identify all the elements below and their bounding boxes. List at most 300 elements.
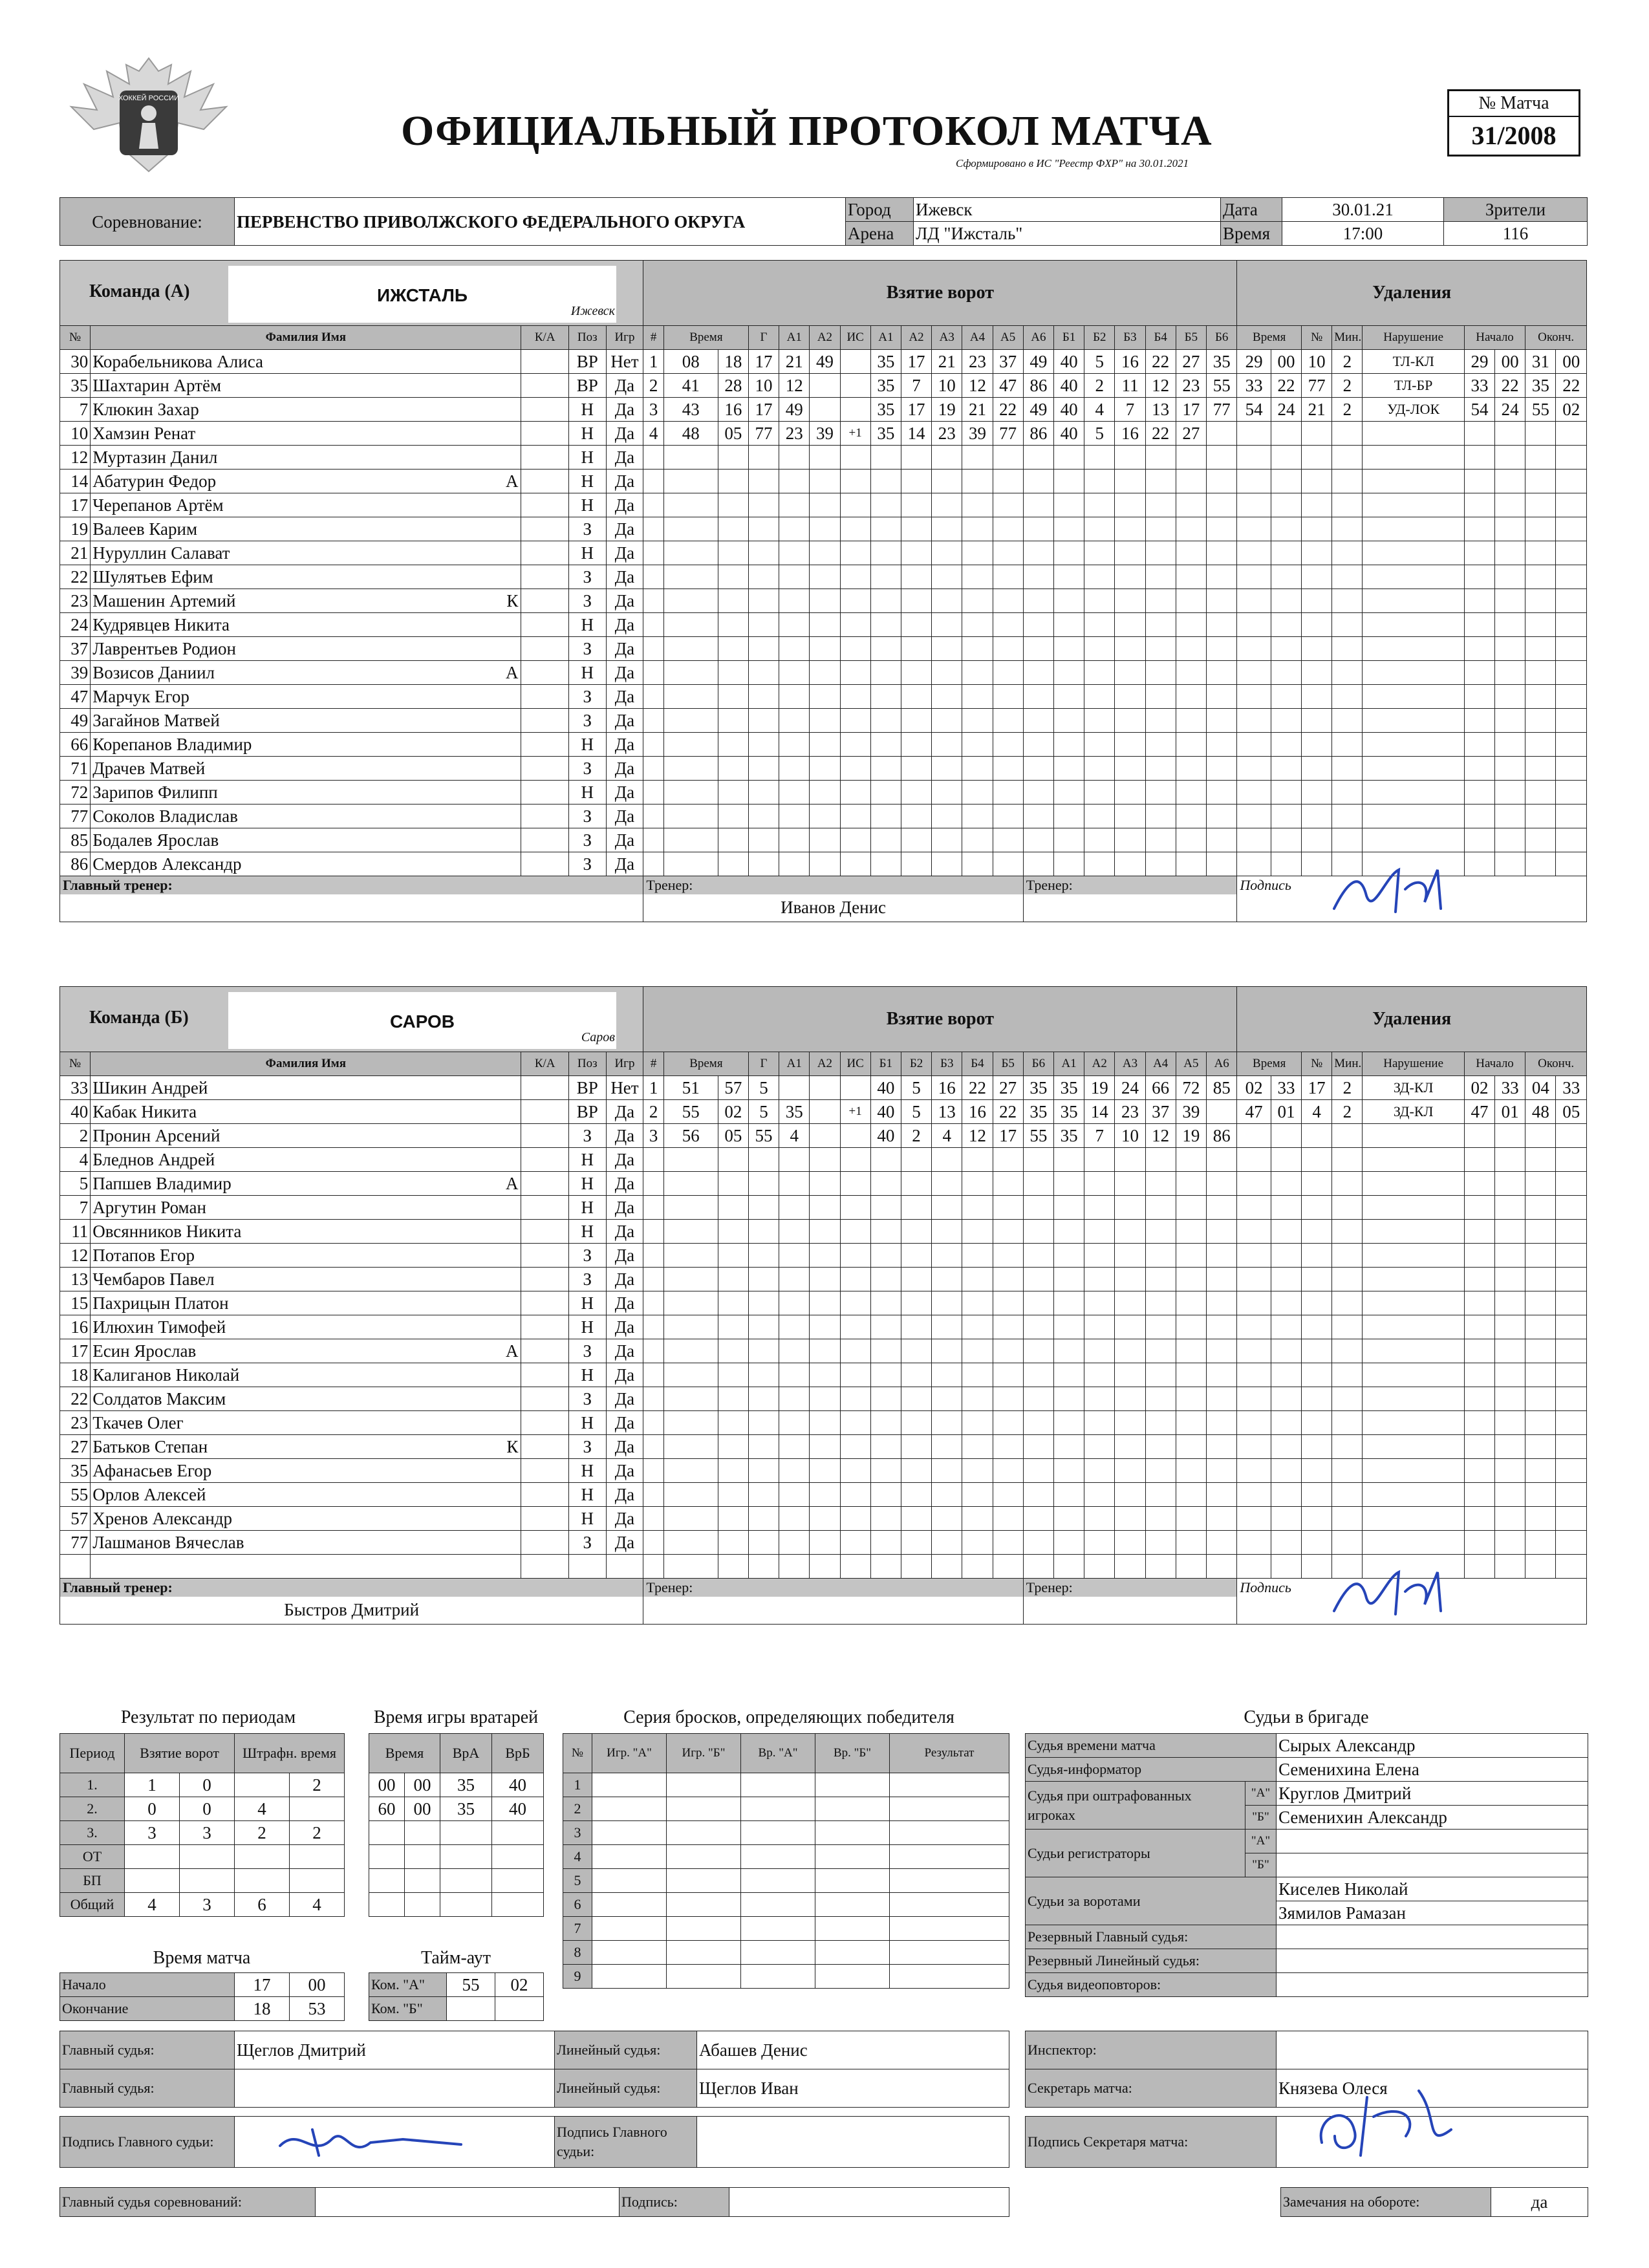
- goal-on-ice-opponent: [1084, 1387, 1115, 1411]
- goal-on-ice-opponent: [1145, 733, 1176, 757]
- penalty-minute: [1237, 470, 1271, 493]
- player-name-cell: [91, 828, 521, 852]
- goal-scorer: [748, 709, 779, 733]
- goal-second: [718, 1483, 748, 1507]
- team-signature-cell: [1237, 876, 1587, 922]
- goal-on-ice-opponent: [1176, 613, 1206, 637]
- goalie-time-row: [369, 1845, 544, 1869]
- player-number: 57: [60, 1507, 91, 1531]
- goalie-change-minute: [369, 1893, 405, 1917]
- goal-on-ice-opponent: [1206, 1459, 1236, 1483]
- penalty-end-second: [1556, 1268, 1587, 1291]
- goal-on-ice-own: [962, 805, 993, 828]
- player-number: 24: [60, 613, 91, 637]
- timeout-a-minute: 55: [447, 1973, 495, 1997]
- penalty-second: [1271, 757, 1301, 781]
- goal-on-ice-own: [962, 852, 993, 876]
- referees-table: [1025, 1733, 1588, 1997]
- goal-number: [643, 493, 663, 517]
- shootout-row: [563, 1965, 1009, 1989]
- coach-2-label: Тренер:: [1024, 876, 1237, 894]
- head-coach-name: Быстров Дмитрий: [284, 1600, 420, 1619]
- goal-number: [643, 1268, 663, 1291]
- goal-on-ice-own: [901, 637, 931, 661]
- player-number: 72: [60, 781, 91, 805]
- penalty-player-number: [1302, 1483, 1332, 1507]
- player-captain-mark: А: [505, 663, 519, 682]
- penalty-end-second: [1556, 541, 1587, 565]
- goal-on-ice-own: [993, 1531, 1023, 1555]
- header-on-ice-Б3: Б3: [932, 1052, 962, 1076]
- city-label: Город: [846, 198, 914, 222]
- goal-on-ice-opponent: [1176, 1435, 1206, 1459]
- player-ka: [521, 517, 568, 541]
- player-ka: [521, 493, 568, 517]
- penalty-start-second: [1495, 637, 1525, 661]
- goal-on-ice-own: [1023, 685, 1053, 709]
- main-referee-2: [235, 2069, 555, 2108]
- goal-on-ice-own: [1023, 1315, 1053, 1339]
- goal-on-ice-own: [1023, 1291, 1053, 1315]
- goal-on-ice-opponent: [1115, 1291, 1145, 1315]
- goal-situation: [840, 1196, 870, 1220]
- player-number: 37: [60, 637, 91, 661]
- penalty-end-second: [1556, 1555, 1587, 1579]
- goal-on-ice-opponent: [1206, 1339, 1236, 1363]
- goal-on-ice-opponent: [1084, 1555, 1115, 1579]
- header-ka: К/А: [521, 326, 568, 350]
- penalty-player-number: [1302, 709, 1332, 733]
- goal-on-ice-opponent: [1206, 422, 1236, 446]
- period-pim-b: 2: [290, 1773, 345, 1797]
- goalie-change-minute: [369, 1845, 405, 1869]
- goal-minute: [663, 733, 718, 757]
- header-on-ice-А1: А1: [870, 326, 901, 350]
- penalty-infraction: [1363, 685, 1464, 709]
- penalty-player-number: [1302, 589, 1332, 613]
- goal-minute: [663, 470, 718, 493]
- penalty-end-second: [1556, 1459, 1587, 1483]
- goal-on-ice-own: [962, 613, 993, 637]
- penalty-start-second: [1495, 1339, 1525, 1363]
- penalty-second: [1271, 1555, 1301, 1579]
- goal-situation: [840, 781, 870, 805]
- goal-situation: [840, 517, 870, 541]
- goal-assist-1: [779, 709, 810, 733]
- goal-situation: [840, 1555, 870, 1579]
- goal-situation: [840, 398, 870, 422]
- goal-on-ice-own: [1023, 852, 1053, 876]
- goal-on-ice-opponent: [1206, 709, 1236, 733]
- penalty-start-minute: [1464, 1555, 1494, 1579]
- penalty-end-second: [1556, 470, 1587, 493]
- penalty-second: [1271, 1220, 1301, 1244]
- goal-scorer: [748, 805, 779, 828]
- goal-on-ice-own: [932, 446, 962, 470]
- penalty-end-second: [1556, 1339, 1587, 1363]
- player-ka: [521, 1555, 568, 1579]
- goal-on-ice-opponent: [1084, 589, 1115, 613]
- player-ka: [521, 1291, 568, 1315]
- goal-minute: [663, 517, 718, 541]
- goal-situation: [840, 1363, 870, 1387]
- penalty-end-minute: [1525, 1291, 1556, 1315]
- penalty-player-number: [1302, 493, 1332, 517]
- periods-header-goals: Взятие ворот: [125, 1734, 235, 1773]
- periods-header-pim: Штрафн. время: [235, 1734, 345, 1773]
- goal-on-ice-own: [1023, 828, 1053, 852]
- player-name: Валеев Карим: [92, 519, 198, 539]
- goal-on-ice-own: [962, 493, 993, 517]
- penalty-start-second: [1495, 1196, 1525, 1220]
- goal-assist-1: [779, 1459, 810, 1483]
- goal-on-ice-opponent: [1206, 1507, 1236, 1531]
- goal-on-ice-own: [870, 493, 901, 517]
- goal-on-ice-opponent: [1053, 1459, 1084, 1483]
- penalty-player-number: 10: [1302, 350, 1332, 374]
- shootout-header: Вр. "А": [741, 1734, 815, 1773]
- timeout-a-label: Ком. "А": [369, 1973, 447, 1997]
- player-name: Пронин Арсений: [92, 1126, 221, 1145]
- penalty-end-minute: [1525, 470, 1556, 493]
- goal-assist-2: [810, 1196, 840, 1220]
- player-name-cell: [91, 1148, 521, 1172]
- goal-on-ice-own: [993, 446, 1023, 470]
- goal-on-ice-opponent: [1053, 1148, 1084, 1172]
- player-name-cell: [91, 1339, 521, 1363]
- penalty-minutes: [1332, 1291, 1363, 1315]
- player-number: 77: [60, 1531, 91, 1555]
- shootout-cell: [815, 1845, 890, 1869]
- goal-on-ice-opponent: [1176, 1268, 1206, 1291]
- shootout-round-number: 9: [563, 1965, 592, 1989]
- penalty-minute: [1237, 1411, 1271, 1435]
- team-label: Команда (А): [89, 281, 190, 301]
- goal-on-ice-opponent: [1206, 1411, 1236, 1435]
- penalty-second: [1271, 1339, 1301, 1363]
- goal-on-ice-own: 49: [1023, 398, 1053, 422]
- periods-title: Результат по периодам: [120, 1707, 296, 1727]
- player-played: Да: [606, 781, 643, 805]
- goal-on-ice-opponent: [1145, 852, 1176, 876]
- penalty-infraction: [1363, 757, 1464, 781]
- penalty-end-second: [1556, 805, 1587, 828]
- goal-on-ice-opponent: [1115, 1220, 1145, 1244]
- penalty-start-second: [1495, 517, 1525, 541]
- goal-assist-2: [810, 565, 840, 589]
- goal-on-ice-opponent: [1206, 1435, 1236, 1459]
- goal-assist-2: [810, 828, 840, 852]
- goal-assist-1: [779, 565, 810, 589]
- penalty-start-second: 33: [1495, 1076, 1525, 1100]
- goal-on-ice-own: 39: [962, 422, 993, 446]
- goalie-time-row: [369, 1869, 544, 1893]
- goal-on-ice-opponent: [1206, 1100, 1236, 1124]
- player-number: 10: [60, 422, 91, 446]
- header-no: №: [60, 326, 91, 350]
- goal-on-ice-own: [901, 1411, 931, 1435]
- penalty-start-second: [1495, 446, 1525, 470]
- penalty-end-second: 00: [1556, 350, 1587, 374]
- penalty-end-second: [1556, 637, 1587, 661]
- player-number: 7: [60, 398, 91, 422]
- goal-on-ice-own: 40: [870, 1076, 901, 1100]
- player-number: 22: [60, 565, 91, 589]
- goal-on-ice-opponent: [1115, 589, 1145, 613]
- main-referee-signature-label-2: Подпись Главного судьи:: [555, 2117, 697, 2168]
- goal-situation: [840, 374, 870, 398]
- goal-on-ice-own: [962, 1435, 993, 1459]
- goal-on-ice-opponent: 40: [1053, 350, 1084, 374]
- player-ka: [521, 1315, 568, 1339]
- player-name: Загайнов Матвей: [92, 711, 220, 730]
- player-played: [606, 1555, 643, 1579]
- penalty-end-minute: [1525, 781, 1556, 805]
- player-played: Да: [606, 1411, 643, 1435]
- penalty-start-second: [1495, 541, 1525, 565]
- player-played: Нет: [606, 1076, 643, 1100]
- goal-on-ice-own: [901, 613, 931, 637]
- goal-on-ice-own: [962, 589, 993, 613]
- player-number: 5: [60, 1172, 91, 1196]
- goal-assist-1: [779, 1435, 810, 1459]
- penalty-start-minute: 54: [1464, 398, 1494, 422]
- penalty-start-second: [1495, 661, 1525, 685]
- goalie-a-number: 35: [440, 1797, 492, 1821]
- arena-value: ЛД "Ижсталь": [914, 222, 1221, 246]
- player-played: Да: [606, 757, 643, 781]
- player-position: Н: [568, 661, 606, 685]
- penalty-infraction: [1363, 1363, 1464, 1387]
- penalty-minutes: [1332, 1411, 1363, 1435]
- goal-on-ice-own: [932, 709, 962, 733]
- period-label: БП: [60, 1869, 125, 1893]
- penalty-start-second: [1495, 1148, 1525, 1172]
- goal-on-ice-own: [962, 757, 993, 781]
- spectators-label: Зрители: [1444, 198, 1588, 222]
- penalty-second: [1271, 1124, 1301, 1148]
- penalty-start-minute: [1464, 1220, 1494, 1244]
- goal-on-ice-own: [1023, 733, 1053, 757]
- goal-on-ice-opponent: [1115, 517, 1145, 541]
- goal-on-ice-opponent: [1206, 1291, 1236, 1315]
- goal-scorer: [748, 589, 779, 613]
- goal-on-ice-own: [962, 1483, 993, 1507]
- penalty-start-minute: 02: [1464, 1076, 1494, 1100]
- penalty-player-number: [1302, 1363, 1332, 1387]
- goalie-a-number: 35: [440, 1773, 492, 1797]
- player-ka: [521, 565, 568, 589]
- goal-situation: [840, 1220, 870, 1244]
- goal-on-ice-own: 22: [993, 1100, 1023, 1124]
- shootout-cell: [890, 1869, 1009, 1893]
- period-pim-b: 4: [290, 1893, 345, 1917]
- signatures-table: [59, 2116, 1009, 2168]
- goal-assist-2: [810, 470, 840, 493]
- goal-on-ice-opponent: [1206, 1483, 1236, 1507]
- penalty-end-minute: [1525, 589, 1556, 613]
- player-name-cell: [91, 1483, 521, 1507]
- main-referee-2-label: Главный судья:: [60, 2069, 235, 2108]
- goal-situation: [840, 805, 870, 828]
- goal-on-ice-own: [962, 1268, 993, 1291]
- goal-number: [643, 1435, 663, 1459]
- goal-on-ice-opponent: [1115, 709, 1145, 733]
- player-ka: [521, 805, 568, 828]
- player-name: Чембаров Павел: [92, 1269, 215, 1289]
- goal-on-ice-own: [932, 613, 962, 637]
- penalty-second: [1271, 1291, 1301, 1315]
- goal-on-ice-own: [901, 470, 931, 493]
- goalie-change-second: [405, 1845, 440, 1869]
- goal-minute: [663, 565, 718, 589]
- goal-number: [643, 1148, 663, 1172]
- goal-on-ice-own: [901, 1483, 931, 1507]
- goal-on-ice-opponent: [1145, 1220, 1176, 1244]
- team-name-box: [228, 992, 616, 1049]
- penalty-infraction: [1363, 541, 1464, 565]
- goal-on-ice-own: [870, 637, 901, 661]
- goal-on-ice-own: [993, 1411, 1023, 1435]
- penalty-start-second: [1495, 828, 1525, 852]
- goal-scorer: [748, 1172, 779, 1196]
- goal-on-ice-opponent: [1084, 613, 1115, 637]
- penalty-infraction: [1363, 661, 1464, 685]
- penalty-infraction: [1363, 1268, 1464, 1291]
- player-ka: [521, 1076, 568, 1100]
- penalty-infraction: [1363, 1196, 1464, 1220]
- goal-on-ice-own: [962, 1291, 993, 1315]
- goal-on-ice-own: [993, 1507, 1023, 1531]
- goal-judges-label: Судьи за воротами: [1026, 1877, 1277, 1925]
- shootout-cell: [815, 1797, 890, 1821]
- goal-on-ice-opponent: [1145, 446, 1176, 470]
- header-on-ice-Б6: Б6: [1206, 326, 1236, 350]
- shootout-cell: [741, 1965, 815, 1989]
- goal-on-ice-opponent: [1115, 1435, 1145, 1459]
- goal-on-ice-opponent: [1176, 757, 1206, 781]
- player-name: Шикин Андрей: [92, 1078, 208, 1097]
- goal-on-ice-opponent: [1206, 517, 1236, 541]
- player-captain-mark: А: [505, 1174, 519, 1193]
- header-assist-2: А2: [810, 1052, 840, 1076]
- penalty-infraction: [1363, 1507, 1464, 1531]
- goal-on-ice-own: [962, 1387, 993, 1411]
- penalty-minute: [1237, 493, 1271, 517]
- player-ka: [521, 781, 568, 805]
- goal-assist-1: [779, 805, 810, 828]
- goal-on-ice-opponent: [1206, 1196, 1236, 1220]
- goal-number: [643, 1315, 663, 1339]
- goal-minute: [663, 685, 718, 709]
- goal-on-ice-opponent: 23: [1176, 374, 1206, 398]
- period-goals-a: [125, 1869, 180, 1893]
- referees-title: Судьи в бригаде: [1244, 1707, 1369, 1727]
- registrars-label: Судьи регистраторы: [1026, 1830, 1245, 1877]
- inspector-value: [1277, 2031, 1588, 2069]
- player-number: 85: [60, 828, 91, 852]
- player-row: [60, 1363, 1587, 1387]
- goal-on-ice-opponent: 55: [1206, 374, 1236, 398]
- player-position: Н: [568, 1507, 606, 1531]
- player-number: 66: [60, 733, 91, 757]
- player-ka: [521, 1387, 568, 1411]
- goal-scorer: [748, 1339, 779, 1363]
- goal-assist-2: [810, 1483, 840, 1507]
- player-name-cell: [91, 398, 521, 422]
- player-position: З: [568, 517, 606, 541]
- goal-situation: +1: [840, 422, 870, 446]
- goal-on-ice-opponent: [1115, 733, 1145, 757]
- penalty-start-minute: [1464, 1483, 1494, 1507]
- goal-on-ice-own: [962, 1459, 993, 1483]
- goal-on-ice-own: [962, 1555, 993, 1579]
- player-position: ВР: [568, 350, 606, 374]
- goal-minute: 41: [663, 374, 718, 398]
- shootout-round-number: 5: [563, 1869, 592, 1893]
- goal-on-ice-own: [932, 637, 962, 661]
- goal-on-ice-opponent: 16: [1115, 422, 1145, 446]
- goal-assist-2: [810, 1315, 840, 1339]
- player-row: [60, 398, 1587, 422]
- player-name-cell: [91, 1124, 521, 1148]
- player-number: 49: [60, 709, 91, 733]
- goalie-time-row: [369, 1797, 544, 1821]
- header-pen-no: №: [1302, 1052, 1332, 1076]
- penalty-start-second: [1495, 1268, 1525, 1291]
- player-ka: [521, 350, 568, 374]
- goal-assist-2: [810, 1387, 840, 1411]
- player-number: 15: [60, 1291, 91, 1315]
- goal-on-ice-own: [993, 1172, 1023, 1196]
- goal-on-ice-own: 7: [901, 374, 931, 398]
- penalty-player-number: [1302, 517, 1332, 541]
- match-end-label: Окончание: [60, 1997, 235, 2021]
- penalty-end-minute: [1525, 828, 1556, 852]
- shootout-round-number: 4: [563, 1845, 592, 1869]
- player-played: Да: [606, 422, 643, 446]
- shootout-cell: [815, 1917, 890, 1941]
- penalty-minutes: [1332, 1339, 1363, 1363]
- goal-on-ice-opponent: [1145, 1531, 1176, 1555]
- goal-on-ice-opponent: [1115, 805, 1145, 828]
- penalty-player-number: [1302, 1435, 1332, 1459]
- goal-number: [643, 733, 663, 757]
- goal-on-ice-opponent: [1053, 1339, 1084, 1363]
- goal-on-ice-own: [870, 852, 901, 876]
- referee-signature-scribble: [274, 2120, 468, 2165]
- goal-on-ice-opponent: [1206, 852, 1236, 876]
- penalty-infraction: [1363, 1315, 1464, 1339]
- goal-on-ice-opponent: [1084, 709, 1115, 733]
- player-ka: [521, 1363, 568, 1387]
- penalty-start-minute: [1464, 828, 1494, 852]
- header-on-ice-Б3: Б3: [1115, 326, 1145, 350]
- goal-on-ice-opponent: [1206, 757, 1236, 781]
- header-goal-scorer: Г: [748, 1052, 779, 1076]
- shootout-cell: [667, 1845, 741, 1869]
- penalty-player-number: [1302, 1220, 1332, 1244]
- goal-on-ice-opponent: [1084, 493, 1115, 517]
- player-row: [60, 1507, 1587, 1531]
- player-position: Н: [568, 613, 606, 637]
- player-name-cell: [91, 1268, 521, 1291]
- goal-on-ice-opponent: 27: [1176, 350, 1206, 374]
- goal-on-ice-opponent: [1053, 709, 1084, 733]
- penalty-player-number: [1302, 733, 1332, 757]
- penalty-start-minute: [1464, 1507, 1494, 1531]
- player-ka: [521, 1196, 568, 1220]
